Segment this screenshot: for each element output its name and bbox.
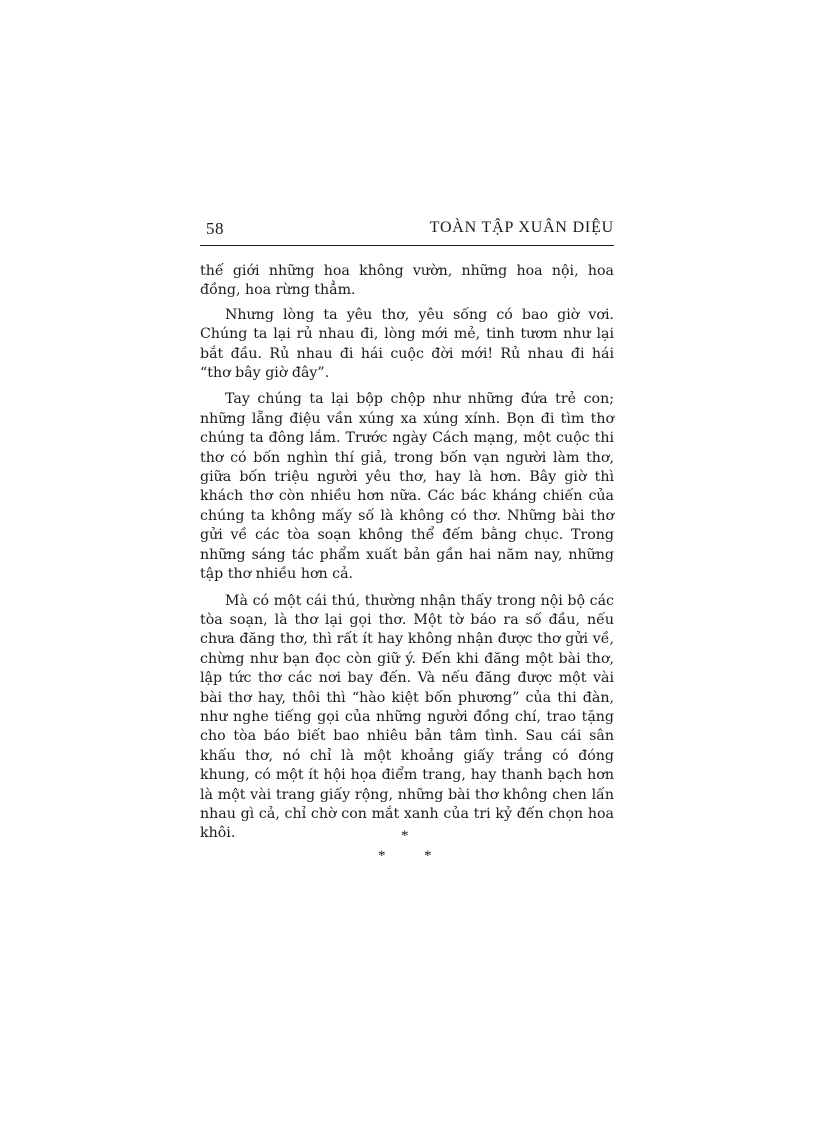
paragraph: Nhưng lòng ta yêu thơ, yêu sống có bao giờ vơi. Chúng ta lại rủ nhau đi, lòng mới mẻ, tinh tươm như lại bắt đầu. Rủ nhau đi hái cuộc đời mới! Rủ nhau đi hái “thơ bây giờ đây”.: [200, 306, 614, 382]
asterisk-top: *: [401, 828, 409, 844]
page-number: 58: [206, 219, 224, 238]
paragraph: Mà có một cái thú, thường nhận thấy trong nội bộ các tòa soạn, là thơ lại gọi thơ. Một tờ báo ra số đầu, nếu chưa đăng thơ, thì rất ít hay không nhận được thơ gửi về, chừng như bạn đọc còn giữ ý. Đến khi đăng một bài thơ, lập tức thơ các nơi bay đến. Và nếu đăng được một vài bài thơ hay, thôi thì “hào kiệt bốn phương” của thi đàn, như nghe tiếng gọi của những người đồng chí, trao tặng cho tòa báo biết bao nhiêu bản tâm tình. Sau cái sân khấu thơ, nó chỉ là một khoảng giấy trắng có đóng khung, có một ít hội họa điểm trang, hay thanh bạch hơn là một vài trang giấy rộng, những bài thơ không chen lấn nhau gì cả, chỉ chờ con mắt xanh của tri kỷ đến chọn hoa khôi.: [200, 592, 614, 842]
asterisk-bottom-left: *: [378, 848, 386, 864]
body-text: [200, 262, 614, 851]
section-break-asterism: [370, 828, 446, 868]
paragraph-continuation: thế giới những hoa không vườn, những hoa nội, hoa đồng, hoa rừng thẳm.: [200, 263, 614, 299]
page-header: [200, 215, 614, 246]
paragraph: Tay chúng ta lại bộp chộp như những đứa trẻ con; những lẵng điệu vần xúng xa xúng xính. Bọn đi tìm thơ chúng ta đông lắm. Trước ngày Cách mạng, một cuộc thi thơ có bốn nghìn thí giả, trong bốn vạn người làm thơ, giữa bốn triệu người yêu thơ, hay là hơn. Bây giờ thì khách thơ còn nhiều hơn nữa. Các bác kháng chiến của chúng ta không mấy số là không có thơ. Những bài thơ gửi về các tòa soạn không thể đếm bằng chục. Trong những sáng tác phẩm xuất bản gần hai năm nay, những tập thơ nhiều hơn cả.: [200, 391, 614, 583]
asterisk-bottom-right: *: [424, 848, 432, 864]
running-title: TOÀN TẬP XUÂN DIỆU: [429, 219, 614, 236]
